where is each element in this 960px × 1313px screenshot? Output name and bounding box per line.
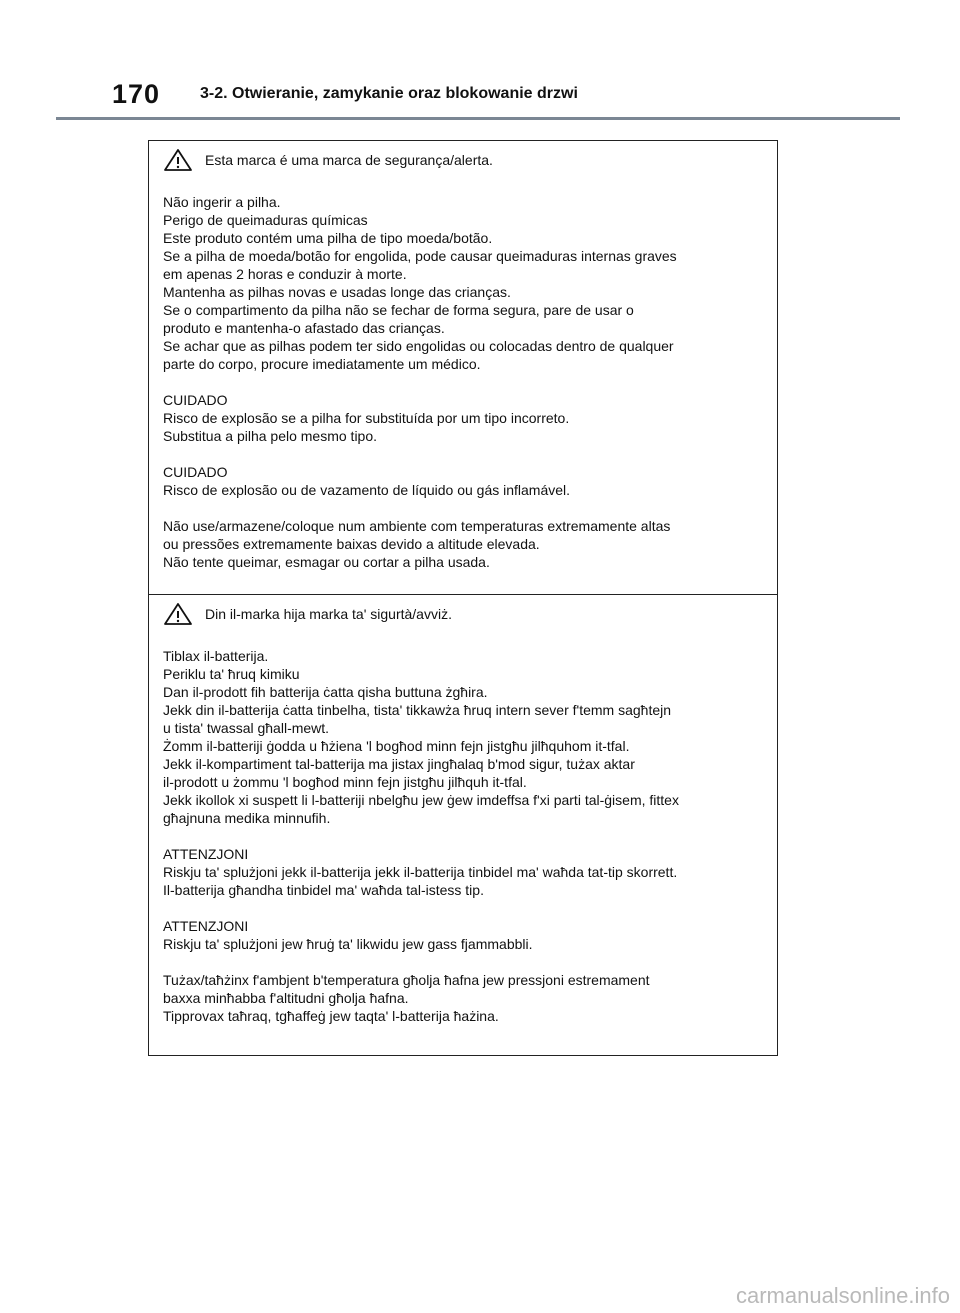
paragraph bbox=[163, 391, 767, 445]
text-line: Se a pilha de moeda/botão for engolida, pode causar queimaduras internas graves bbox=[163, 248, 677, 264]
safety-notice-text: Esta marca é uma marca de segurança/alerta. bbox=[205, 152, 493, 168]
text-line: CUIDADO bbox=[163, 464, 228, 480]
text-line: Riskju ta' splużjoni jekk il-batterija jekk il-batterija tinbidel ma' waħda tat-tip skorrett. bbox=[163, 864, 678, 880]
safety-notice bbox=[163, 147, 767, 173]
safety-notice-text: Din il-marka hija marka ta' sigurtà/avviż. bbox=[205, 606, 452, 622]
text-line: Se achar que as pilhas podem ter sido engolidas ou colocadas dentro de qualquer bbox=[163, 338, 674, 354]
text-line: Se o compartimento da pilha não se fechar de forma segura, pare de usar o bbox=[163, 302, 634, 318]
text-line: Riskju ta' splużjoni jew ħruġ ta' likwidu jew gass fjammabbli. bbox=[163, 936, 533, 952]
text-line: għajnuna medika minnufih. bbox=[163, 810, 331, 826]
watermark: carmanualsonline.info bbox=[735, 1283, 950, 1308]
page-number: 170 bbox=[112, 79, 161, 109]
paragraph bbox=[163, 845, 767, 899]
text-line: Risco de explosão se a pilha for substituída por um tipo incorreto. bbox=[163, 410, 570, 426]
text-line: Periklu ta' ħruq kimiku bbox=[163, 666, 300, 682]
text-line: Jekk il-kompartiment tal-batterija ma jistax jingħalaq b'mod sigur, tużax aktar bbox=[163, 756, 635, 772]
page-header bbox=[112, 78, 900, 110]
section-title: 3-2. Otwieranie, zamykanie oraz blokowanie drzwi bbox=[200, 85, 578, 102]
safety-notice bbox=[163, 601, 767, 627]
text-line: Risco de explosão ou de vazamento de líquido ou gás inflamável. bbox=[163, 482, 571, 498]
text-line: em apenas 2 horas e conduzir à morte. bbox=[163, 266, 407, 282]
text-line: Tiblax il-batterija. bbox=[163, 648, 269, 664]
paragraph bbox=[163, 971, 767, 1025]
text-line: ATTENZJONI bbox=[163, 846, 249, 862]
paragraph bbox=[163, 463, 767, 499]
paragraph bbox=[163, 517, 767, 571]
text-line: ATTENZJONI bbox=[163, 918, 249, 934]
paragraph bbox=[163, 193, 767, 373]
paragraph bbox=[163, 647, 767, 827]
warning-triangle-icon bbox=[163, 148, 193, 172]
text-line: produto e mantenha-o afastado das crianças. bbox=[163, 320, 445, 336]
text-line: Żomm il-batteriji ġodda u ħżiena 'l bogħod minn fejn jistgħu jilħquhom it-tfal. bbox=[163, 738, 630, 754]
text-line: CUIDADO bbox=[163, 392, 228, 408]
text-line: Jekk ikollok xi suspett li l-batteriji nbelgħu jew ġew imdeffsa f'xi parti tal-ġisem, fittex bbox=[163, 792, 679, 808]
text-line: Não use/armazene/coloque num ambiente com temperaturas extremamente altas bbox=[163, 518, 671, 534]
text-line: Não ingerir a pilha. bbox=[163, 194, 281, 210]
text-line: u tista' twassal għall-mewt. bbox=[163, 720, 330, 736]
text-line: Substitua a pilha pelo mesmo tipo. bbox=[163, 428, 378, 444]
text-line: Tipprovax taħraq, tgħaffeġ jew taqta' l-batterija ħażina. bbox=[163, 1008, 499, 1024]
paragraph bbox=[163, 917, 767, 953]
text-line: Não tente queimar, esmagar ou cortar a pilha usada. bbox=[163, 554, 490, 570]
warning-triangle-icon bbox=[163, 602, 193, 626]
text-line: Mantenha as pilhas novas e usadas longe das crianças. bbox=[163, 284, 511, 300]
text-line: Il-batterija għandha tinbidel ma' waħda tal-istess tip. bbox=[163, 882, 484, 898]
text-line: il-prodott u żommu 'l bogħod minn fejn jistgħu jilħquh it-tfal. bbox=[163, 774, 527, 790]
text-line: Tużax/taħżinx f'ambjent b'temperatura għolja ħafna jew pressjoni estremament bbox=[163, 972, 650, 988]
text-line: Dan il-prodott fih batterija ċatta qisha buttuna żgħira. bbox=[163, 684, 488, 700]
text-line: parte do corpo, procure imediatamente um médico. bbox=[163, 356, 481, 372]
text-line: Jekk din il-batterija ċatta tinbelha, tista' tikkawża ħruq intern sever f'temm sagħtejn bbox=[163, 702, 672, 718]
warning-box-portuguese bbox=[148, 140, 778, 595]
warning-box-maltese bbox=[148, 595, 778, 1056]
text-line: Perigo de queimaduras químicas bbox=[163, 212, 368, 228]
text-line: Este produto contém uma pilha de tipo moeda/botão. bbox=[163, 230, 493, 246]
header-rule bbox=[56, 117, 900, 120]
text-line: baxxa minħabba f'altitudni għolja ħafna. bbox=[163, 990, 409, 1006]
text-line: ou pressões extremamente baixas devido a altitude elevada. bbox=[163, 536, 540, 552]
